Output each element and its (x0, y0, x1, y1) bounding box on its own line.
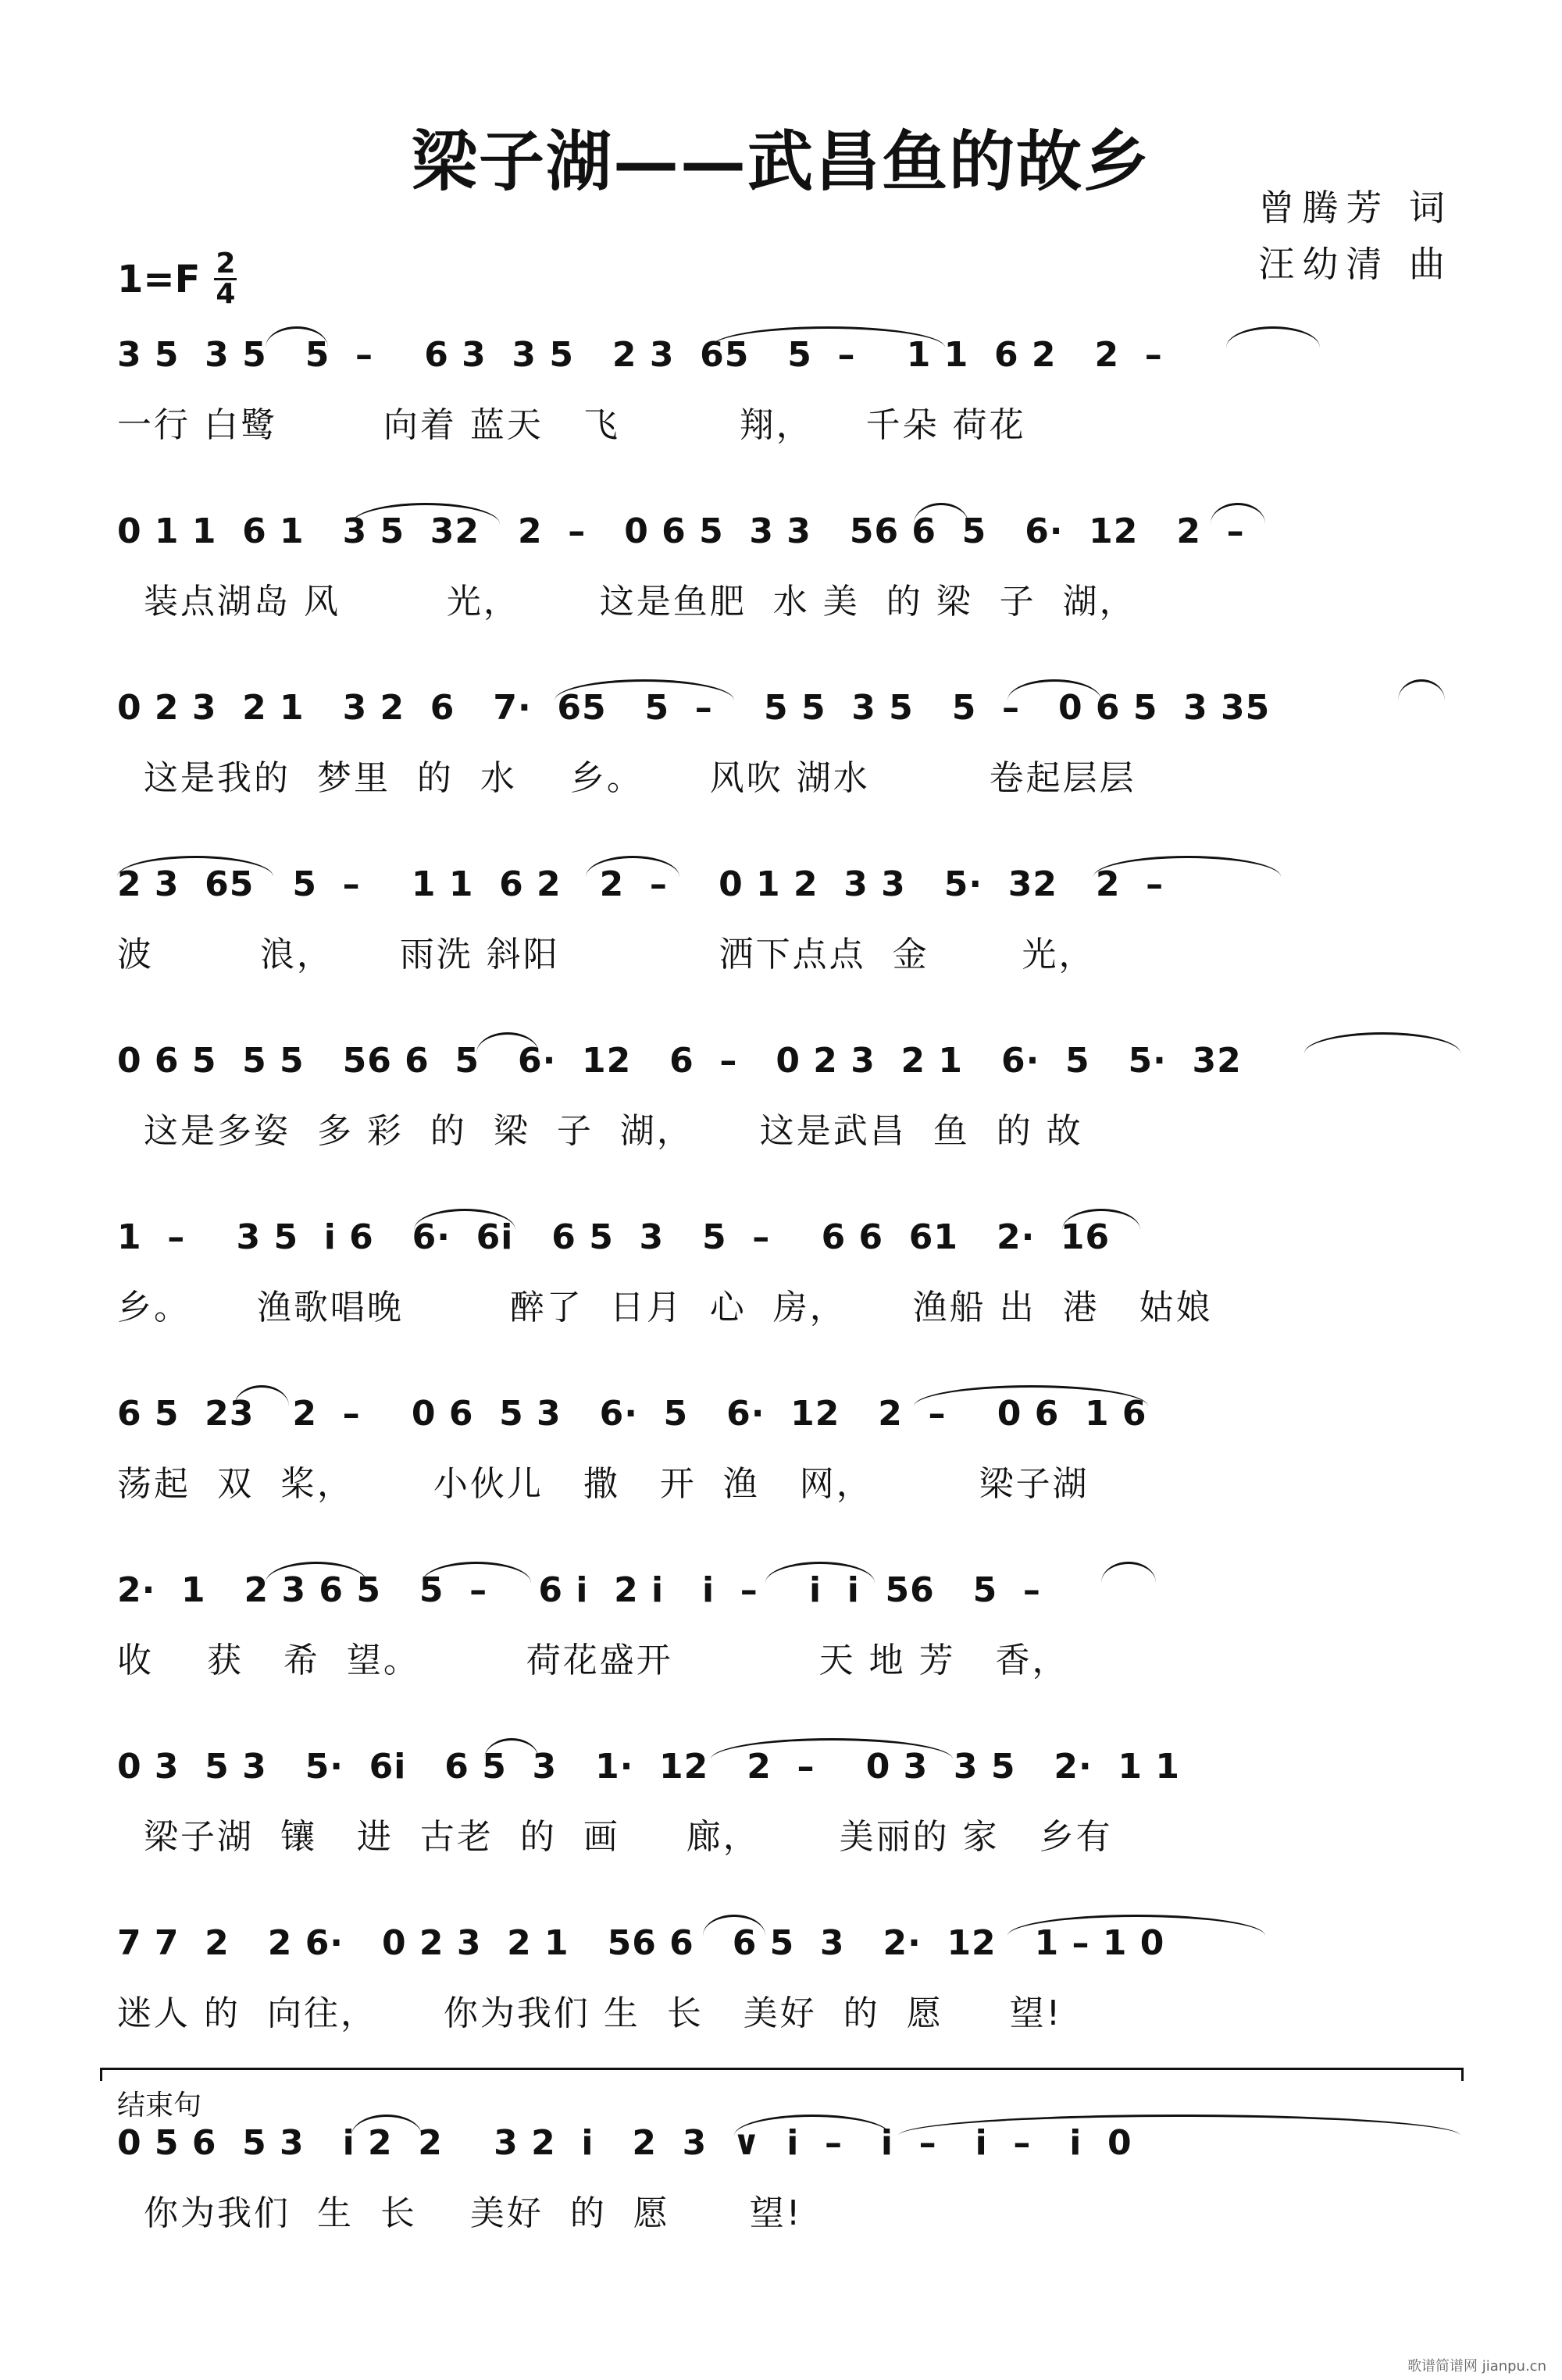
lyrics: 装点湖岛 风 光， 这是鱼肥 水 美 的 梁 子 湖， (117, 582, 1136, 622)
notation: 0 2 3 2 1 3 2 6 7· 65 5 – 5 5 3 5 5 – 0 6 5 3 35 (117, 688, 1271, 728)
notation: 7 7 2 2 6· 0 2 3 2 1 56 6 6 5 3 2· 12 1 – 1 0 (117, 1923, 1165, 1963)
lyrics: 一行 白鹭 向着 蓝天 飞 翔， 千朵 荷花 (117, 405, 1026, 445)
score-line-10 (117, 1908, 1460, 2049)
time-denominator: 4 (216, 278, 236, 310)
score-line-1 (117, 320, 1460, 461)
lyricist: 曾腾芳 词 (1258, 187, 1453, 229)
time-numerator: 2 (216, 248, 236, 280)
score-line-ending (117, 2108, 1460, 2249)
score-line-5 (117, 1026, 1460, 1167)
lyrics: 乡。 渔歌唱晚 醉了 日月 心 房， 渔船 出 港 姑娘 (117, 1288, 1213, 1327)
lyrics: 荡起 双 桨， 小伙儿 撒 开 渔 网， 梁子湖 (117, 1464, 1089, 1504)
ending-label: 结束句 (117, 2090, 202, 2122)
notation: 0 1 1 6 1 3 5 32 2 – 0 6 5 3 3 56 6 5 6· 12 2 – (117, 511, 1245, 551)
lyrics: 这是我的 梦里 的 水 乡。 风吹 湖水 卷起层层 (117, 758, 1136, 798)
watermark: 歌谱简谱网 jianpu.cn (1407, 2358, 1546, 2375)
time-signature (214, 250, 237, 308)
score-line-8 (117, 1555, 1460, 1696)
composer: 汪幼清 曲 (1258, 243, 1453, 285)
notation: 2· 1 2 3 6 5 5 – 6 i 2 i i – i i 56 5 – (117, 1570, 1041, 1610)
notation: 3 5 3 5 5 – 6 3 3 5 2 3 65 5 – 1 1 6 2 2 – (117, 335, 1163, 375)
lyrics: 梁子湖 镶 进 古老 的 画 廊， 美丽的 家 乡有 (117, 1817, 1113, 1857)
key-label: 1=F (117, 257, 201, 301)
song-title: 梁子湖——武昌鱼的故乡 (411, 123, 1150, 200)
ending-bracket (100, 2068, 1464, 2081)
notation: 0 5 6 5 3 i 2 2 3 2 i 2 3 ∨ i – i – i – i 0 (117, 2123, 1132, 2163)
lyrics: 你为我们 生 长 美好 的 愿 望! (117, 2193, 803, 2233)
credits (1258, 180, 1453, 292)
score-line-2 (117, 497, 1460, 637)
lyrics: 波 浪， 雨洗 斜阳 洒下点点 金 光， (117, 935, 1096, 974)
score-line-7 (117, 1379, 1460, 1520)
score-line-6 (117, 1202, 1460, 1343)
notation: 1 – 3 5 i 6 6· 6i 6 5 3 5 – 6 6 61 2· 16 (117, 1217, 1111, 1257)
notation: 2 3 65 5 – 1 1 6 2 2 – 0 1 2 3 3 5· 32 2 – (117, 864, 1164, 904)
score-line-3 (117, 673, 1460, 814)
notation: 0 6 5 5 5 56 6 5 6· 12 6 – 0 2 3 2 1 6· 5 5· 32 (117, 1041, 1242, 1081)
score-line-4 (117, 850, 1460, 990)
lyrics: 这是多姿 多 彩 的 梁 子 湖， 这是武昌 鱼 的 故 (117, 1111, 1083, 1151)
key-signature (117, 250, 237, 308)
lyrics: 迷人 的 向往， 你为我们 生 长 美好 的 愿 望! (117, 1993, 1063, 2033)
score-line-9 (117, 1732, 1460, 1872)
notation: 6 5 23 2 – 0 6 5 3 6· 5 6· 12 2 – 0 6 1 6 (117, 1394, 1147, 1434)
lyrics: 收 获 希 望。 荷花盛开 天 地 芳 香， (117, 1641, 1069, 1680)
notation: 0 3 5 3 5· 6i 6 5 3 1· 12 2 – 0 3 3 5 2· 1 1 (117, 1747, 1180, 1787)
